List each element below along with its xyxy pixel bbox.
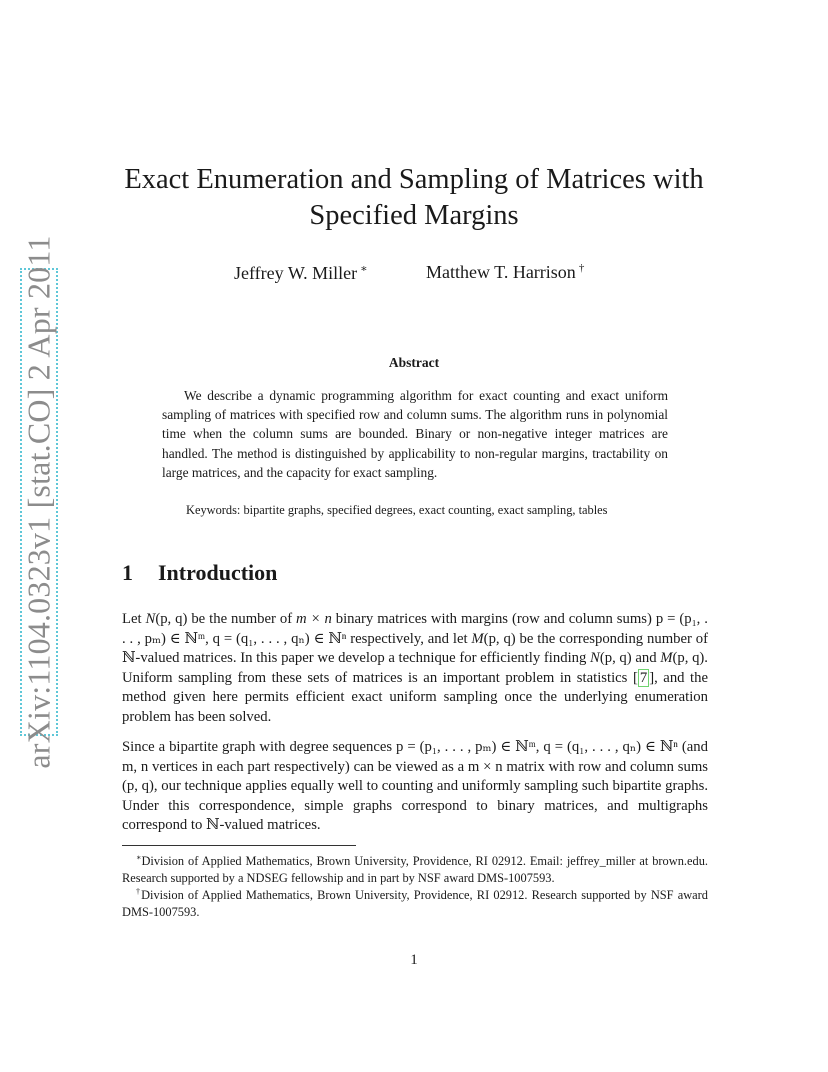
author-1 (234, 262, 368, 284)
page-number: 1 (410, 952, 418, 968)
footnote-1-text: Division of Applied Mathematics, Brown University, Providence, RI 02912. Email: jeffrey_miller at brown.edu. Research supported by a NDSEG fellowship and in part by NSF award DMS-1007593. (122, 854, 708, 885)
section-number: 1 (122, 560, 133, 585)
footnote-rule (122, 845, 356, 846)
footnote-2 (122, 884, 708, 920)
author-1-name: Jeffrey W. Miller (234, 263, 358, 283)
text-run: (p, q). Uniform sampling from these sets of matrices is an important problem in statistics (122, 650, 708, 686)
footnote-1-mark: ∗ (136, 853, 142, 862)
intro-paragraph-1: Let N(p, q) be the number of m × n binary matrices with margins (row and column sums) p = (p₁, . . . , pₘ) ∈ ℕᵐ, q = (q₁, . . . , qₙ) ∈ ℕⁿ respectively, and let M(p, q) be the corresponding number of ℕ-valued matrices. In this paper we develop a technique for efficiently finding N(p, q) and M(p, q). Uniform sampling from these sets of matrices is an important problem in statistics [ 7 ], and the method given here permits efficient exact uniform sampling once the underlying enumeration problem has been solved. (122, 611, 708, 725)
text-run: binary matrices with margins (row and column sums) p = (p₁, . . . , pₘ) ∈ ℕᵐ, q = (q₁, . . . , qₙ) ∈ ℕⁿ respectively, and let (122, 611, 708, 647)
math-expression: m × n (296, 611, 332, 627)
author-2-footnote-mark: † (578, 262, 585, 274)
arxiv-stamp-text: arXiv:1104.0323v1 [stat.CO] 2 Apr 2011 (20, 235, 57, 769)
math-symbol: N (590, 650, 600, 667)
section-title: Introduction (158, 560, 278, 585)
math-symbol: N (145, 611, 156, 627)
author-1-footnote-mark: ∗ (360, 263, 368, 275)
abstract-body: We describe a dynamic programming algorithm for exact counting and exact uniform sampling of matrices with specified row and column sums. The algorithm runs in polynomial time when the column sums are bounded. Binary or non-negative integer matrices are handled. The method is distinguished by applicability to non-regular margins, tractability on large matrices, and the capacity for exact sampling. (162, 388, 668, 480)
math-symbol: M (471, 630, 484, 647)
text-run: (p, q) be the number of (155, 611, 297, 627)
text-run: Let (122, 611, 146, 627)
intro-paragraph-2: Since a bipartite graph with degree sequences p = (p₁, . . . , pₘ) ∈ ℕᵐ, q = (q₁, . . . , qₙ) ∈ ℕⁿ (and m, n vertices in each part respectively) can be viewed as a m × n matrix with row and column sums (p, q), our technique applies equally well to counting and uniformly sampling such bipartite graphs. Under this correspondence, simple graphs correspond to binary matrices, and multigraphs correspond to ℕ-valued matrices. (122, 739, 708, 834)
footnote-2-text: Division of Applied Mathematics, Brown University, Providence, RI 02912. Research supported by NSF award DMS-1007593. (122, 888, 708, 919)
paper-title: Exact Enumeration and Sampling of Matrices with Specified Margins (124, 164, 704, 231)
section-heading (122, 560, 277, 586)
text-run: (p, q) and (599, 650, 661, 667)
math-symbol: M (660, 650, 673, 667)
keywords-line: Keywords: bipartite graphs, specified degrees, exact counting, exact sampling, tables (186, 503, 608, 517)
citation-link[interactable]: 7 (639, 669, 648, 686)
author-2-name: Matthew T. Harrison (426, 262, 576, 282)
text-run: (p, q) be the corresponding number of ℕ-valued matrices. In this paper we develop a technique for efficiently finding (122, 630, 708, 667)
author-2 (426, 262, 584, 283)
text-run: , and the method given here permits efficient exact uniform sampling once the underlying enumeration problem has been solved. (122, 669, 708, 725)
abstract-heading: Abstract (388, 355, 440, 370)
footnote-2-mark: † (136, 887, 142, 896)
footnote-1 (122, 850, 708, 886)
